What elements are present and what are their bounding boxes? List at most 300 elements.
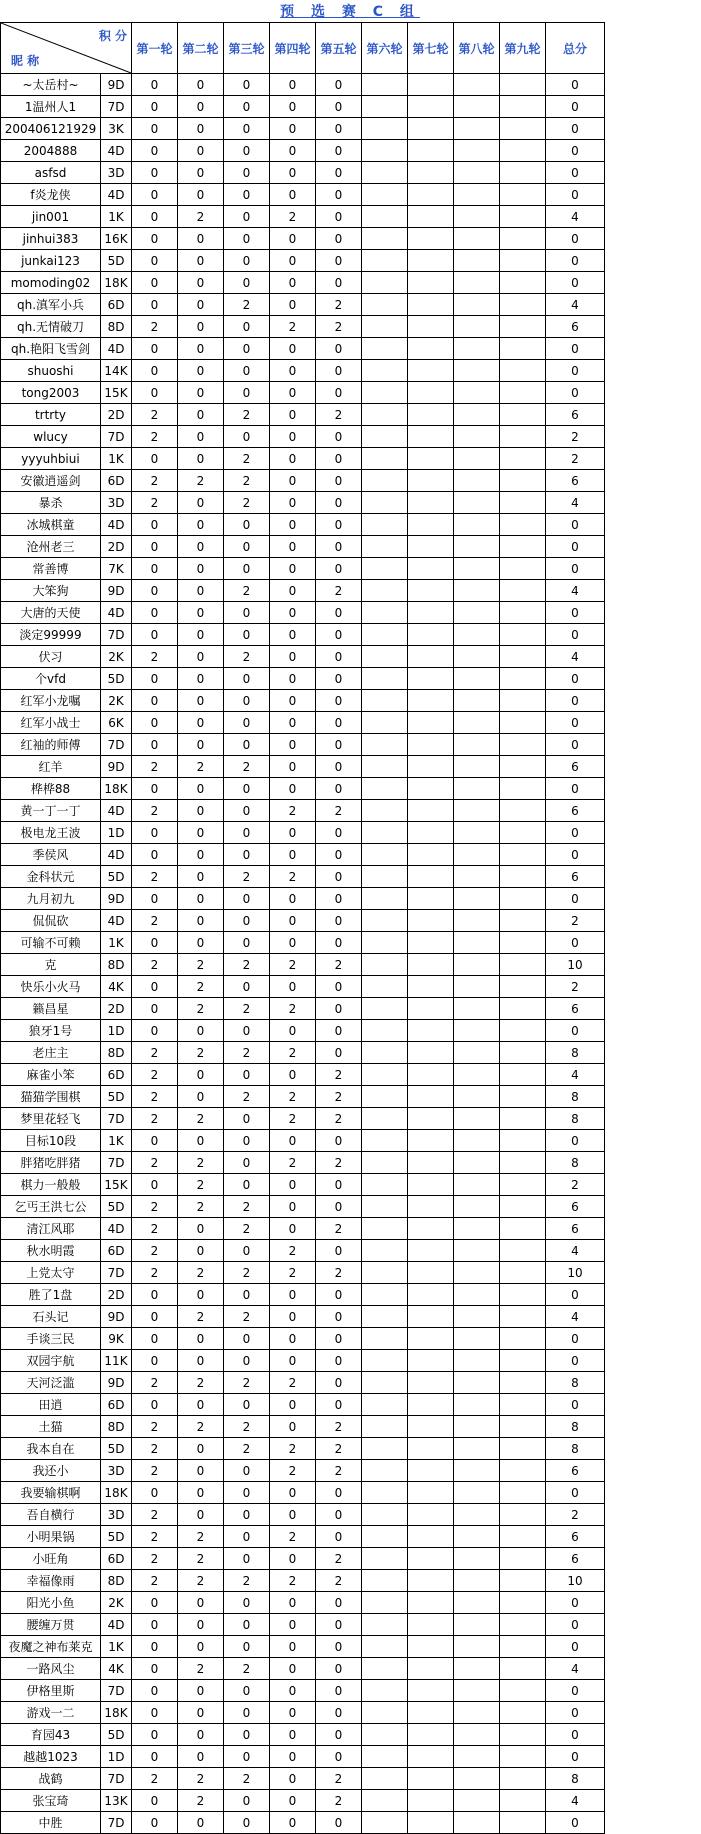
- round-score: [500, 1394, 546, 1416]
- table-row: [1, 646, 605, 668]
- round-score: 0: [270, 1812, 316, 1834]
- round-score: 0: [224, 822, 270, 844]
- round-score: [362, 712, 408, 734]
- total-score: 8: [546, 1372, 605, 1394]
- total-score: 0: [546, 734, 605, 756]
- round-score: 0: [316, 1174, 362, 1196]
- round-score: [454, 1548, 500, 1570]
- player-name: 2004888: [1, 140, 101, 162]
- player-rank: 4K: [101, 976, 132, 998]
- total-score: 6: [546, 1526, 605, 1548]
- round-score: 0: [132, 294, 178, 316]
- round-score: 2: [178, 1372, 224, 1394]
- round-score: [408, 184, 454, 206]
- round-score: 0: [132, 206, 178, 228]
- round-score: 2: [316, 800, 362, 822]
- round-score: [500, 1636, 546, 1658]
- player-name: jinhui383: [1, 228, 101, 250]
- round-score: [408, 1526, 454, 1548]
- round-score: [408, 690, 454, 712]
- round-score: [500, 162, 546, 184]
- round-score: [362, 1240, 408, 1262]
- table-row: [1, 932, 605, 954]
- player-name: 个vfd: [1, 668, 101, 690]
- total-score: 0: [546, 140, 605, 162]
- round-score: [362, 1130, 408, 1152]
- player-rank: 6D: [101, 1064, 132, 1086]
- round-score: 0: [316, 910, 362, 932]
- round-score: 0: [224, 1636, 270, 1658]
- total-score: 0: [546, 250, 605, 272]
- round-score: 0: [224, 1746, 270, 1768]
- round-score: [500, 646, 546, 668]
- round-score: [362, 1152, 408, 1174]
- total-score: 0: [546, 1702, 605, 1724]
- round-score: 0: [316, 1394, 362, 1416]
- total-score: 0: [546, 382, 605, 404]
- round-score: 0: [224, 712, 270, 734]
- round-score: 2: [316, 1570, 362, 1592]
- round-score: 0: [178, 602, 224, 624]
- total-score: 10: [546, 1262, 605, 1284]
- round-score: 0: [270, 624, 316, 646]
- round-score: 0: [270, 338, 316, 360]
- round-score: [362, 844, 408, 866]
- round-score: 0: [178, 338, 224, 360]
- round-score: [500, 822, 546, 844]
- round-score: 0: [270, 404, 316, 426]
- round-score: 0: [224, 1350, 270, 1372]
- round-score: 0: [224, 316, 270, 338]
- round-score: [500, 998, 546, 1020]
- player-rank: 4D: [101, 1614, 132, 1636]
- round-score: 0: [178, 1086, 224, 1108]
- round-score: [362, 1306, 408, 1328]
- round-score: 0: [224, 338, 270, 360]
- round-score: 2: [178, 1658, 224, 1680]
- round-score: [454, 1482, 500, 1504]
- round-score: [500, 932, 546, 954]
- round-score: 0: [270, 976, 316, 998]
- player-name: 我还小: [1, 1460, 101, 1482]
- table-row: [1, 426, 605, 448]
- round-score: 2: [224, 470, 270, 492]
- round-score: 0: [224, 96, 270, 118]
- round-score: [500, 1768, 546, 1790]
- round-score: 2: [224, 1086, 270, 1108]
- round-score: 0: [224, 778, 270, 800]
- round-score: [454, 910, 500, 932]
- round-header-3: 第三轮: [224, 23, 270, 74]
- player-rank: 4D: [101, 1218, 132, 1240]
- round-score: 0: [132, 712, 178, 734]
- player-name: 游戏一二: [1, 1702, 101, 1724]
- total-score: 4: [546, 1306, 605, 1328]
- player-name: trtrty: [1, 404, 101, 426]
- round-score: 2: [132, 756, 178, 778]
- round-score: [408, 1086, 454, 1108]
- round-score: 0: [132, 1636, 178, 1658]
- round-score: 0: [132, 96, 178, 118]
- round-score: 0: [132, 1702, 178, 1724]
- round-score: [500, 844, 546, 866]
- round-score: 0: [132, 1284, 178, 1306]
- player-name: 小旺角: [1, 1548, 101, 1570]
- round-score: 0: [224, 800, 270, 822]
- player-name: 1温州人1: [1, 96, 101, 118]
- table-row: [1, 118, 605, 140]
- round-score: [500, 1614, 546, 1636]
- table-row: [1, 1042, 605, 1064]
- player-rank: 5D: [101, 1086, 132, 1108]
- round-score: [408, 558, 454, 580]
- round-score: 2: [270, 1372, 316, 1394]
- player-name: f炎龙侠: [1, 184, 101, 206]
- round-score: 2: [270, 1042, 316, 1064]
- round-score: [454, 1064, 500, 1086]
- table-row: [1, 800, 605, 822]
- round-score: 0: [316, 1636, 362, 1658]
- total-score: 8: [546, 1768, 605, 1790]
- total-score: 6: [546, 756, 605, 778]
- round-score: 2: [270, 1438, 316, 1460]
- standings-table: [0, 22, 605, 1834]
- round-score: [408, 800, 454, 822]
- total-score: 4: [546, 646, 605, 668]
- table-row: [1, 1614, 605, 1636]
- round-score: 2: [316, 1064, 362, 1086]
- round-score: 2: [132, 1526, 178, 1548]
- player-name: shuoshi: [1, 360, 101, 382]
- player-rank: 2K: [101, 690, 132, 712]
- round-score: [454, 1020, 500, 1042]
- round-score: 0: [316, 712, 362, 734]
- round-score: 0: [224, 1504, 270, 1526]
- total-score: 0: [546, 888, 605, 910]
- round-score: 0: [316, 1196, 362, 1218]
- round-score: 0: [270, 1394, 316, 1416]
- player-rank: 4D: [101, 514, 132, 536]
- table-row: [1, 668, 605, 690]
- player-rank: 7D: [101, 1262, 132, 1284]
- round-score: [500, 1372, 546, 1394]
- round-score: [408, 470, 454, 492]
- round-score: [362, 1042, 408, 1064]
- round-score: [362, 140, 408, 162]
- player-name: 腰缠万贯: [1, 1614, 101, 1636]
- round-score: [500, 1724, 546, 1746]
- round-score: [454, 338, 500, 360]
- player-name: 张宝琦: [1, 1790, 101, 1812]
- round-score: 0: [270, 250, 316, 272]
- player-name: 大笨狗: [1, 580, 101, 602]
- table-row: [1, 1790, 605, 1812]
- round-score: 2: [132, 1108, 178, 1130]
- total-score: 0: [546, 228, 605, 250]
- round-score: 0: [316, 1680, 362, 1702]
- total-score: 0: [546, 624, 605, 646]
- round-score: 2: [224, 646, 270, 668]
- round-score: [408, 778, 454, 800]
- round-score: [362, 668, 408, 690]
- nickname-label: 昵 称: [11, 54, 40, 68]
- round-score: 0: [132, 1790, 178, 1812]
- round-score: 0: [132, 976, 178, 998]
- round-score: 0: [178, 668, 224, 690]
- player-name: 快乐小火马: [1, 976, 101, 998]
- round-score: 0: [132, 74, 178, 96]
- round-score: [408, 1658, 454, 1680]
- player-rank: 7D: [101, 1768, 132, 1790]
- player-rank: 6K: [101, 712, 132, 734]
- total-score: 0: [546, 602, 605, 624]
- round-score: [408, 1504, 454, 1526]
- round-score: [454, 1614, 500, 1636]
- table-row: [1, 1284, 605, 1306]
- round-score: 2: [316, 1108, 362, 1130]
- round-score: [454, 1174, 500, 1196]
- round-score: 0: [224, 1680, 270, 1702]
- round-score: 0: [178, 734, 224, 756]
- round-score: 2: [132, 404, 178, 426]
- round-score: [500, 976, 546, 998]
- round-score: 0: [224, 932, 270, 954]
- table-row: [1, 998, 605, 1020]
- total-score: 8: [546, 1152, 605, 1174]
- round-score: 0: [224, 514, 270, 536]
- round-score: 0: [224, 1724, 270, 1746]
- player-name: junkai123: [1, 250, 101, 272]
- round-score: 0: [178, 426, 224, 448]
- total-score: 8: [546, 1042, 605, 1064]
- round-score: [408, 1372, 454, 1394]
- round-score: [500, 558, 546, 580]
- round-score: [408, 1284, 454, 1306]
- round-score: 2: [178, 976, 224, 998]
- round-score: [362, 822, 408, 844]
- round-score: [408, 1636, 454, 1658]
- round-score: [454, 1724, 500, 1746]
- round-score: 0: [178, 1350, 224, 1372]
- round-score: [408, 998, 454, 1020]
- player-rank: 7D: [101, 624, 132, 646]
- total-score: 0: [546, 1350, 605, 1372]
- round-score: 0: [270, 272, 316, 294]
- round-score: [454, 1636, 500, 1658]
- round-score: 0: [132, 338, 178, 360]
- player-rank: 4D: [101, 602, 132, 624]
- total-score: 0: [546, 712, 605, 734]
- round-score: 0: [270, 140, 316, 162]
- round-score: 0: [224, 690, 270, 712]
- round-score: [408, 118, 454, 140]
- round-score: [500, 338, 546, 360]
- round-score: [362, 1570, 408, 1592]
- round-score: 0: [132, 998, 178, 1020]
- total-header: 总分: [546, 23, 605, 74]
- total-score: 4: [546, 1064, 605, 1086]
- round-score: [500, 514, 546, 536]
- total-score: 6: [546, 998, 605, 1020]
- round-score: 2: [132, 1372, 178, 1394]
- table-row: [1, 778, 605, 800]
- table-row: [1, 338, 605, 360]
- round-score: [362, 382, 408, 404]
- round-score: [408, 536, 454, 558]
- player-rank: 3D: [101, 1504, 132, 1526]
- round-score: 0: [270, 1658, 316, 1680]
- round-score: [454, 1570, 500, 1592]
- round-score: [500, 1218, 546, 1240]
- round-score: 2: [316, 580, 362, 602]
- player-name: 吾自横行: [1, 1504, 101, 1526]
- round-score: 2: [132, 910, 178, 932]
- table-row: [1, 448, 605, 470]
- round-score: 0: [178, 932, 224, 954]
- round-score: 2: [178, 756, 224, 778]
- total-score: 8: [546, 1416, 605, 1438]
- player-name: 金科状元: [1, 866, 101, 888]
- round-score: [500, 712, 546, 734]
- total-score: 0: [546, 1812, 605, 1834]
- player-rank: 3D: [101, 162, 132, 184]
- round-score: 0: [178, 74, 224, 96]
- round-score: [408, 1262, 454, 1284]
- round-score: [408, 844, 454, 866]
- corner-header: [1, 23, 132, 74]
- round-score: 0: [316, 1482, 362, 1504]
- round-score: [362, 1196, 408, 1218]
- table-row: [1, 1350, 605, 1372]
- round-score: 2: [132, 1240, 178, 1262]
- player-name: 籁昌星: [1, 998, 101, 1020]
- table-row: [1, 1724, 605, 1746]
- round-score: 0: [178, 822, 224, 844]
- player-rank: 8D: [101, 316, 132, 338]
- player-rank: 7D: [101, 1108, 132, 1130]
- round-score: 0: [132, 1020, 178, 1042]
- round-score: 0: [178, 1284, 224, 1306]
- table-row: [1, 1262, 605, 1284]
- total-score: 0: [546, 514, 605, 536]
- player-name: 清江风耶: [1, 1218, 101, 1240]
- round-header-1: 第一轮: [132, 23, 178, 74]
- round-score: 2: [224, 1042, 270, 1064]
- round-score: 0: [224, 1790, 270, 1812]
- round-score: [362, 602, 408, 624]
- round-score: [362, 536, 408, 558]
- table-row: [1, 888, 605, 910]
- total-score: 2: [546, 976, 605, 998]
- round-score: [408, 1768, 454, 1790]
- round-score: [362, 514, 408, 536]
- player-name: 土猫: [1, 1416, 101, 1438]
- round-score: 0: [178, 888, 224, 910]
- round-score: [500, 228, 546, 250]
- round-score: [500, 1064, 546, 1086]
- player-rank: 18K: [101, 778, 132, 800]
- round-score: 0: [270, 360, 316, 382]
- round-score: 0: [178, 1636, 224, 1658]
- total-score: 0: [546, 1592, 605, 1614]
- round-score: 0: [224, 1130, 270, 1152]
- player-name: 越越1023: [1, 1746, 101, 1768]
- round-score: [500, 382, 546, 404]
- round-score: 0: [270, 778, 316, 800]
- round-score: [408, 426, 454, 448]
- total-score: 0: [546, 1130, 605, 1152]
- round-score: 2: [224, 1570, 270, 1592]
- total-score: 4: [546, 1658, 605, 1680]
- round-score: 0: [224, 976, 270, 998]
- table-row: [1, 162, 605, 184]
- round-score: 0: [178, 228, 224, 250]
- round-score: 0: [316, 646, 362, 668]
- round-score: 0: [270, 1614, 316, 1636]
- round-score: [362, 756, 408, 778]
- player-rank: 5D: [101, 250, 132, 272]
- round-score: 0: [224, 360, 270, 382]
- round-score: 0: [270, 514, 316, 536]
- round-score: 0: [132, 822, 178, 844]
- player-name: 胖猪吃胖猪: [1, 1152, 101, 1174]
- round-score: [362, 800, 408, 822]
- round-score: [362, 1218, 408, 1240]
- round-score: 0: [178, 404, 224, 426]
- round-score: [362, 1790, 408, 1812]
- round-score: 0: [178, 866, 224, 888]
- table-row: [1, 1460, 605, 1482]
- round-score: [362, 184, 408, 206]
- player-name: qh.滇军小兵: [1, 294, 101, 316]
- round-score: 2: [224, 1658, 270, 1680]
- total-score: 0: [546, 162, 605, 184]
- round-score: [454, 1284, 500, 1306]
- round-score: 2: [178, 1416, 224, 1438]
- round-score: 0: [132, 1482, 178, 1504]
- round-score: 0: [270, 470, 316, 492]
- total-score: 0: [546, 360, 605, 382]
- player-rank: 15K: [101, 1174, 132, 1196]
- player-rank: 5D: [101, 1724, 132, 1746]
- player-rank: 4D: [101, 140, 132, 162]
- round-score: 0: [178, 690, 224, 712]
- round-score: 2: [224, 866, 270, 888]
- table-row: [1, 1702, 605, 1724]
- round-score: 0: [270, 1548, 316, 1570]
- round-score: 2: [270, 866, 316, 888]
- round-score: 2: [224, 1306, 270, 1328]
- round-score: 0: [224, 624, 270, 646]
- total-score: 8: [546, 1086, 605, 1108]
- total-score: 6: [546, 404, 605, 426]
- player-name: 常善博: [1, 558, 101, 580]
- round-score: 2: [132, 1152, 178, 1174]
- table-row: [1, 580, 605, 602]
- round-score: [362, 1064, 408, 1086]
- round-score: 0: [316, 866, 362, 888]
- round-score: 2: [270, 1152, 316, 1174]
- round-score: 0: [132, 250, 178, 272]
- round-score: [500, 184, 546, 206]
- round-score: 2: [224, 448, 270, 470]
- player-name: wlucy: [1, 426, 101, 448]
- round-score: 0: [316, 602, 362, 624]
- round-score: 0: [270, 690, 316, 712]
- player-name: 小明果锅: [1, 1526, 101, 1548]
- round-score: [500, 1020, 546, 1042]
- round-score: 0: [224, 1548, 270, 1570]
